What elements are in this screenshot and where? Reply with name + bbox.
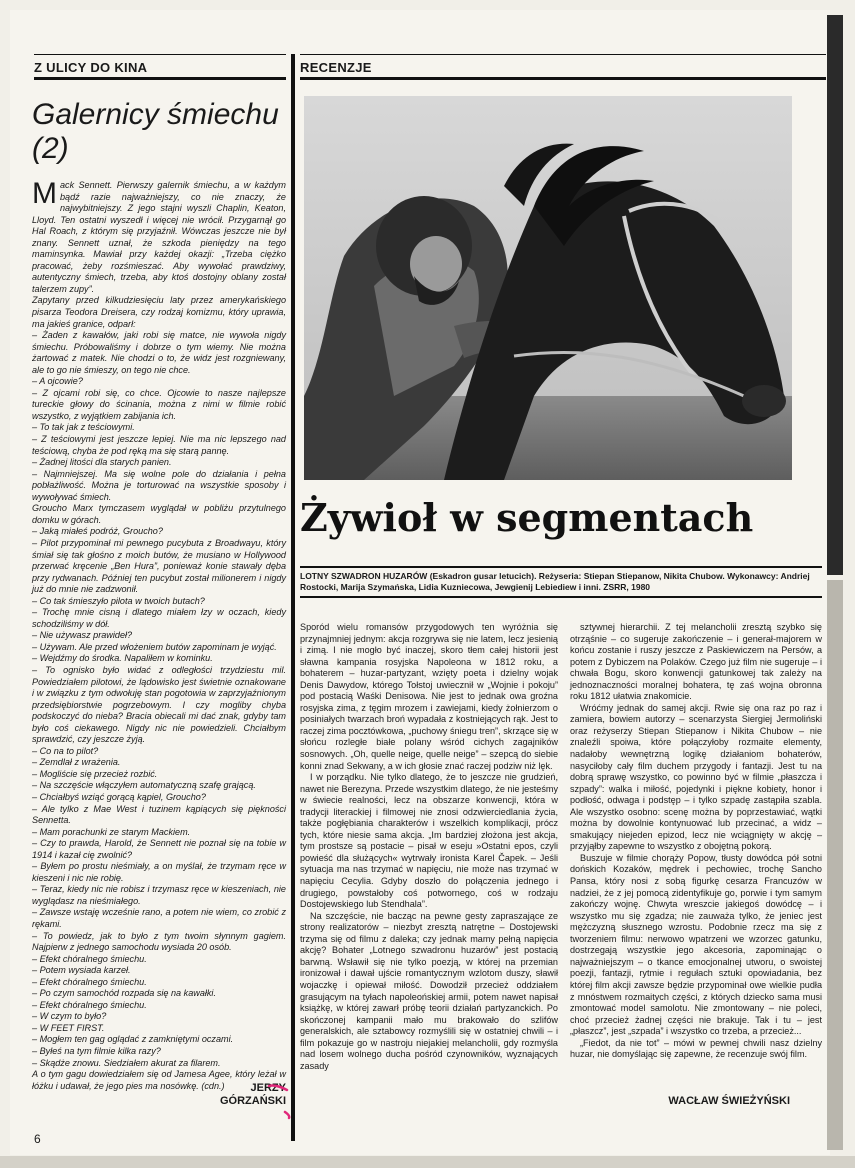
paragraph: – Po czym samochód rozpada się na kawałki.: [32, 988, 216, 999]
page-edge-dark: [827, 15, 843, 575]
paragraph: „Fiedot, da nie tot” – mówi w pewnej chwili nasz dzielny huzar, nie domyślając się zapewne, że recenzuje swój film.: [570, 1037, 822, 1060]
paragraph: – Co tak śmieszyło pilota w twoich butach?: [32, 595, 205, 606]
paragraph: – Z teściowymi jest jeszcze lepiej. Nie ma nic lepszego nad teściową, chyba że pod ręką ma się starą pannę.: [32, 434, 286, 456]
paragraph: Wróćmy jednak do samej akcji. Rwie się ona raz po raz i zamiera, bowiem autorzy – scenarzysta Siergiej Jermoliński oraz reżyserzy Stiepan Stiepanow i Nikita Chubow – nie znaleźli spoiwa, które połączyłoby rozmaite elementy, nadałoby wewnętrzną logikę działaniom bohaterów, nasyciłoby cały film duchem przygody i fantazji. Jest tu na dobrą sprawę wszystko, co powinno być w filmie „płaszcza i szpady”: walka i miłość, pojedynki i piękne kobiety, honor i podłość, odwaga i podstęp – i tylko szpadę zastąpiła szabla. Ale wszystko osobno: scenę można by poprzestawiać, wątki można by dowolnie kontynuować lub przecinać, a widz – smakujący niejeden epizod, lecz nie wciągnięty w akcję – przyjąłby zapewne to wszystko z obojętną pokorą.: [570, 702, 822, 852]
paragraph: I w porządku. Nie tylko dlatego, że to jeszcze nie grudzień, nawet nie Berezyna. Przede wszystkim dlatego, że nie jesteśmy w świecie realności, lecz na obszarze konwencji, która w tradycji literackiej i filmowej nie znosi odzwierciedlania życia, także pogłębiania charakterów i wszelkich komplikacji, prócz tych, które niesie sama akcja. „Im bardziej złożona jest akcja, tym prostsze są postacie – pisał w eseju »Ostatni epos, czyli powieść dla służących« wytrwały ironista Karel Čapek. – Jeśli sytuacja ma nas trzymać w napięciu, nie może nas trzymać w napięciu Cecylia. Gdyby doszło do połączenia jednego i drugiego, powstałoby coś potwornego, coś w rodzaju Dostojewskiego lub Stendhala”.: [300, 772, 558, 910]
paragraph: Zapytany przed kilkudziesięciu laty przez amerykańskiego pisarza Teodora Dreisera, czy rodzaj komizmu, który uprawia, ma jakieś granice, odparł:: [32, 295, 286, 329]
paragraph: – Używam. Ale przed włożeniem butów zapominam je wyjąć.: [32, 641, 277, 652]
paragraph: – Wejdźmy do środka. Napaliłem w kominku.: [32, 653, 213, 664]
paragraph: – Zawsze wstaję wcześnie rano, a potem nie wiem, co zrobić z rękami.: [32, 907, 286, 929]
paragraph: Groucho Marx tymczasem wyglądał w pobliżu przytulnego domku w górach.: [32, 503, 286, 525]
hussar-on-horse-photo-icon: [304, 96, 792, 480]
paragraph: – Byłeś na tym filmie kilka razy?: [32, 1046, 161, 1057]
review-headline: Żywioł w segmentach: [300, 495, 754, 540]
paragraph: sztywnej hierarchii. Z tej melancholii zresztą szybko się otrząśnie – co sugeruje zakończenie – i generał-majorem w końcu zostanie i ruszy jeszcze z Paskiewiczem na Persów, a potem z Dybiczem na Polaków. Czego już film nie sugeruje – i chwała Bogu, skoro konwencji gatunkowej tak zależy na jednoznaczności moralnej bohatera, tę zaś wojna obronna roku 1812 ułatwia znakomicie.: [570, 622, 822, 702]
article-body-left: [32, 177, 286, 1092]
paragraph: – Co na to pilot?: [32, 745, 99, 756]
paragraph: – Potem wysiada karzeł.: [32, 965, 131, 976]
section-header-left: Z ULICY DO KINA: [34, 60, 286, 80]
paragraph: – Teraz, kiedy nic nie robisz i trzymasz ręce w kieszeniach, nie wyglądasz na nieśmiałego.: [32, 884, 286, 906]
film-still-photo: [304, 96, 792, 480]
paragraph: – Skądże znowu. Siedziałem akurat za filarem.: [32, 1057, 221, 1068]
paragraph: – Efekt chóralnego śmiechu.: [32, 999, 147, 1010]
paragraph: ack Sennett. Pierwszy galernik śmiechu, a w każdym bądź razie najważniejszy, co nie znaczy, że najwybitniejszy. Z jego stajni wyszli Chaplin, Keaton, Lloyd. Ten ostatni wyszedł i więcej nie wrócił. Przygarnął go Hal Roach, z którym się przyjaźnił. Wówczas jeszcze nie był znany. Sennett uznał, że szkoda pieniędzy na tego maminsynka. Mawiał przy każdej okazji: „Trzeba ciężko pracować, żeby rozśmieszać. Aby wywołać prawdziwy, autentyczny śmiech, trzeba, aby ktoś dostojny oblany został talerzem zupy”.: [32, 180, 286, 294]
section-header-right: RECENZJE: [300, 60, 826, 80]
paragraph: – Żaden z kawałów, jaki robi się matce, nie wywoła nigdy śmiechu. Próbowaliśmy i dobrze o tym wiemy. Nie można żartować z matek. Nie chodzi o to, że widz jest rozgniewany, ale to go nie śmieszy, on tego nie chce.: [32, 330, 286, 375]
review-column-1: [300, 622, 558, 1072]
column-divider: [291, 54, 295, 1141]
page-bottom-edge: [0, 1156, 855, 1168]
paragraph: Buszuje w filmie chorąży Popow, tłusty dowódca pół sotni dońskich Kozaków, mędrek i pechowiec, trochę Sancho Pansa, który nosi z sobą figurkę cesarza Francuzów w nadziei, że z jej pomocą zidentyfikuje go, porwie i tym samym zakończy wojnę. Chwyta wreszcie jakiegoś dowódcę – i wszystko mu się zgadza; nie zauważa tylko, że jeniec jest mężczyzną słusznego wzrostu. Podobnie rzecz ma się z tworzeniem filmu: nerwowo wpatrzeni we wzorzec gatunku, dostrzegają wszystkie jego akcesoria, zapominając o najważniejszym – o tkance emocjonalnej utworu, o swoistej poezji, fantazji, rytmie i regułach sztuki opowiadania, bez której film akcji zawsze będzie przypominał owe wielkie pudła z mnóstwem rozmaitych części, z których dziecko sama musi zmontować model samolotu. Nie zmontowany – nie poleci, choć przecież żadnej części nie brakuje. Tak i tu – jest „płaszcz”, jest „szpada” i wszystko co trzeba, a przecież...: [570, 852, 822, 1037]
paragraph: – Trochę mnie cisną i dlatego miałem łzy w oczach, kiedy schodziliśmy w dół.: [32, 607, 286, 629]
paragraph: – A ojcowie?: [32, 376, 83, 387]
author-signature-right: WACŁAW ŚWIEŻYŃSKI: [668, 1095, 790, 1107]
paragraph: – Mogliście się przecież rozbić.: [32, 768, 158, 779]
page-number: 6: [34, 1132, 41, 1146]
paragraph: – Zemdlał z wrażenia.: [32, 757, 121, 768]
page-edge-light: [827, 580, 843, 1150]
paragraph: Na szczęście, nie bacząc na pewne gesty zapraszające ze strony realizatorów – niezbyt zresztą natrętne – Dostojewski trzyma się od filmu z daleka; czy jednak mamy pełną napięcia akcję? Bohater „Lotnego szwadronu huzarów” jest postacią barwną. Wsławił się nie tylko poezją, w której na przemian ironizował i dawał ujście romantycznym wzlotom duszy, sławił wojaczkę i opiewał miłość. Dowodził przecież oddziałem grasującym na tyłach napoleońskiej armii, potem nawet napisał książkę, w której zawarł próbę teorii działań partyzanckich. Po skończonej kampanii mało mu brakowało do szlifów generalskich, ale sztabowcy rozmyślili się w ostatniej chwili – i film pokazuje go w nastroju niejakiej melancholii, gdy rozmyśla nad losem wolnego ducha pośród czynowników, wyznających zasady: [300, 910, 558, 1071]
paragraph: – Efekt chóralnego śmiechu.: [32, 953, 147, 964]
paragraph: – To tak jak z teściowymi.: [32, 422, 135, 433]
paragraph: – Efekt chóralnego śmiechu.: [32, 976, 147, 987]
paragraph: – Najmniejszej. Ma się wolne pole do działania i pełna pobłażliwość. Można je torturować na wszystkie sposoby i wywoływać śmiech.: [32, 468, 286, 502]
paragraph: – Pilot przypominał mi pewnego pucybuta z Broadwayu, który śmiał się tak głośno z moich butów, że musiano w Hollywood przerwać kręcenie „Ben Hura”, ponieważ konie stawały dęba przy rydwanach. Później ten pucybut został milionerem i nigdy już do mnie nie zadzwonił.: [32, 537, 286, 595]
drop-cap: M: [32, 177, 57, 210]
paragraph: – Mogłem ten gag oglądać z zamkniętymi oczami.: [32, 1034, 234, 1045]
section-top-rule-left: [34, 54, 286, 55]
paragraph: Sporód wielu romansów przygodowych ten wyróżnia się przynajmniej jednym: akcja rozgrywa się nie latem, lecz jesienią i zimą. I nie mogło być inaczej, skoro tłem całej historii jest sławna kampania rosyjska Napoleona w 1812 roku, a bohaterem – huzar-partyzant, wzięty poeta i dzielny wojak Denis Dawydow, którego Tołstoj uwiecznił w „Wojnie i pokoju” pod postacią Waśki Denisowa. Nie jest to jednak owa groźna rosyjska zima, z tęgim mrozem i zawiejami, kiedy żołnierzom o posiniałych twarzach broń wypadała z kostniejących rąk. Jest to raczej zima pocztówkowa, „puchowy śniegu tren”, skrzące się w słońcu rozległe białe polany wśród cichych zagajników sosnowych. „Oh, quelle neige, quelle neige” – szepcą do siebie konni znad Sekwany, a w ich głosie znać raczej podziw niż lęk.: [300, 622, 558, 771]
paragraph: – To ognisko było widać z odległości trzydziestu mil. Powiedziałem pilotowi, że lądowisko jest świetnie oznakowane i w związku z tym odwołuję stan pogotowia w zaprzyjaźnionym przedsiębiorstwie pogrzebowym. I czy mogliby chyba podskoczyć do nieba? Bracia obiecali mi dać znak, gdyby tam było coś ciekawego. Nigdy nic nie powiedzieli. Chciałbym sprawdzić, czy jeszcze żyją.: [32, 664, 286, 745]
paragraph: – Nie używasz prawideł?: [32, 630, 133, 641]
paragraph: – W FEET FIRST.: [32, 1022, 105, 1033]
review-column-2: [570, 622, 822, 1061]
author-signature-left: JERZY GÓRZAŃSKI: [220, 1082, 286, 1107]
paragraph: – Z ojcami robi się, co chce. Ojcowie to nasze najlepsze tureckie głowy do ścinania, można z nimi w filmie robić wszystko, z wyjątkiem zabijania ich.: [32, 387, 286, 421]
article-title-left: Galernicy śmiechu (2): [32, 98, 279, 165]
film-credits: LOTNY SZWADRON HUZARÓW (Eskadron gusar letucich). Reżyseria: Stiepan Stiepanow, Nikita Chubow. Wykonawcy: Andriej Rostocki, Marija Szymańska, Lidia Kuzniecowa, Jewgienij Lebiediew i inni. ZSRR, 1980: [300, 566, 822, 598]
paragraph: – To powiedz, jak to było z tym twoim słynnym gagiem. Najpierw z jednego samochodu wysiada 20 osób.: [32, 930, 286, 953]
section-top-rule-right: [300, 54, 826, 55]
paragraph: – Jaką miałeś podróż, Groucho?: [32, 526, 163, 537]
paragraph: – Byłem po prostu nieśmiały, a on myślał, że trzymam ręce w kieszeni i nic nie robię.: [32, 861, 286, 883]
paragraph: – Mam porachunki ze starym Mackiem.: [32, 826, 191, 837]
paragraph: – Ale tylko z Mae West i tuzinem kąpiących się piękności Sennetta.: [32, 803, 286, 826]
paragraph: – Na szczęście włączyłem automatyczną szafę grającą.: [32, 780, 256, 791]
paragraph: A o tym gagu dowiedziałem się od Jamesa Agee, który leżał w łóżku i udawał, że jego pies ma nosówkę. (cdn.): [32, 1069, 286, 1091]
paragraph: – Żadnej litości dla starych panien.: [32, 457, 172, 468]
pen-mark-icon: [265, 1080, 291, 1120]
paragraph: – Chciałbyś wziąć gorącą kąpiel, Groucho?: [32, 791, 206, 802]
paragraph: – Czy to prawda, Harold, że Sennett nie poznał się na tobie w 1914 i kazał cię zwolnić?: [32, 838, 286, 860]
paragraph: – W czym to było?: [32, 1011, 107, 1022]
